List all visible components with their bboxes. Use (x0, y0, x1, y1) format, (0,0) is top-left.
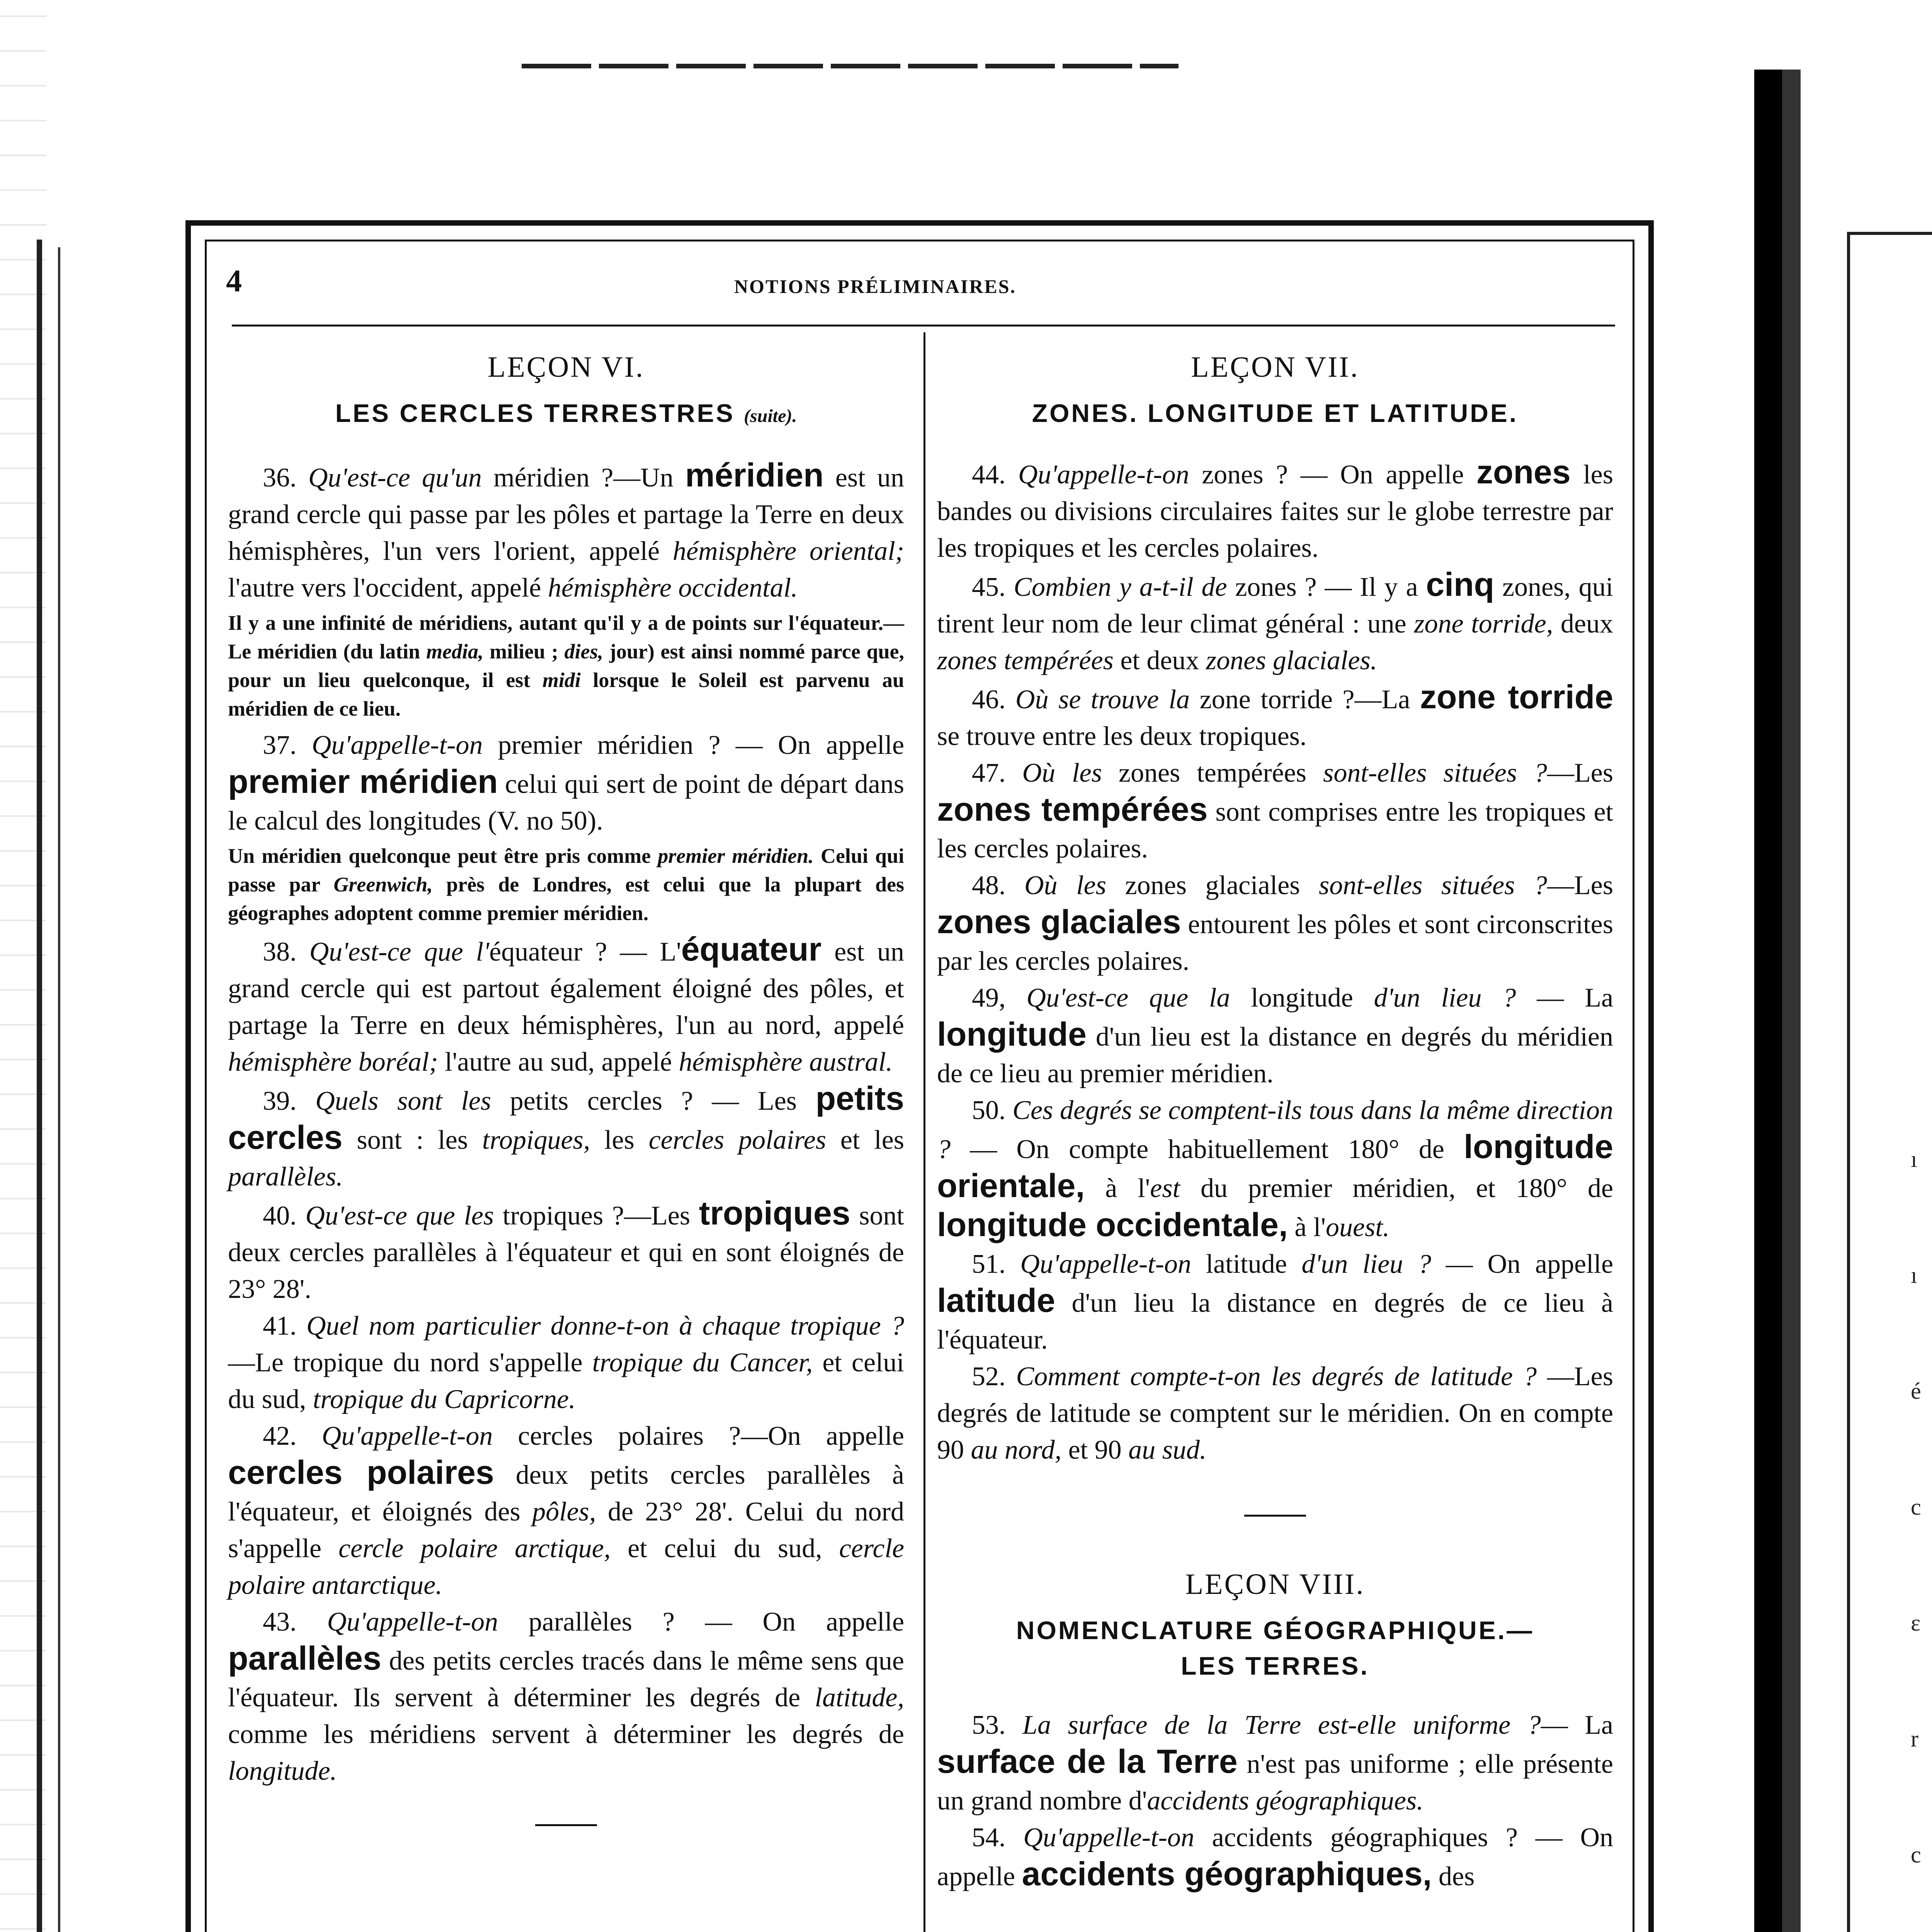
section-separator (535, 1824, 597, 1826)
scan-left-rule (37, 240, 42, 1932)
note-36: Il y a une infinité de méridiens, autant qu'il y a de points sur l'équateur.—Le méridien (du latin media, milieu ; dies, jour) est ainsi nommé parce que, pour un lieu quelconque, il est midi lorsque le Soleil est parvenu au méridien de ce lieu. (228, 611, 904, 720)
section-separator (1244, 1515, 1306, 1517)
question-40: 40. Qu'est-ce que les tropiques ?—Les tropiques sont deux cercles parallèles à l'équateur et qui en sont éloignés de 23° 28'. (228, 1195, 904, 1304)
scan-binding-shadow (1754, 70, 1801, 1932)
question-53: 53. La surface de la Terre est-elle uniforme ?— La surface de la Terre n'est pas uniforme ; elle présente un grand nombre d'accidents géographiques. (937, 1710, 1613, 1816)
lesson-title: LEÇON VI. (487, 351, 645, 383)
question-50: 50. Ces degrés se comptent-ils tous dans la même direction ? — On compte habituellement 180° de longitude orientale, à l'est du premier méridien, et 180° de longitude occidentale, à l'ouest. (937, 1095, 1614, 1243)
left-column (228, 346, 904, 1872)
question-47: 47. Où les zones tempérées sont-elles situées ?—Les zones tempérées sont comprises entre les tropiques et les cercles polaires. (937, 758, 1614, 864)
question-37: 37. Qu'appelle-t-on premier méridien ? — On appelle premier méridien celui qui sert de point de départ dans le calcul des longitudes (V. no 50). (228, 730, 905, 836)
header-rule (232, 325, 1615, 327)
question-36: 36. Qu'est-ce qu'un méridien ?—Un méridien est un grand cercle qui passe par les pôles et partage la Terre en deux hémisphères, l'un vers l'orient, appelé hémisphère oriental; l'autre vers l'occident, appelé hémisphère occidental. (228, 457, 904, 603)
lesson-subtitle: LES CERCLES TERRESTRES (suite). (335, 399, 797, 427)
question-45: 45. Combien y a-t-il de zones ? — Il y a cinq zones, qui tirent leur nom de leur climat général : une zone torride, deux zones tempérées et deux zones glaciales. (937, 566, 1614, 675)
lesson-title: LEÇON VII. (1191, 351, 1359, 383)
question-43: 43. Qu'appelle-t-on parallèles ? — On appelle parallèles des petits cercles tracés dans le même sens que l'équateur. Ils servent à déterminer les degrés de latitude, comme les méridiens servent à déterminer les degrés de longitude. (228, 1607, 905, 1786)
scan-top-rule (522, 64, 1179, 68)
scan-next-page-fragments: ı ı é c ɛ r c (1911, 1146, 1921, 1867)
question-52: 52. Comment compte-t-on les degrés de latitude ? —Les degrés de latitude se comptent sur le méridien. On en compte 90 au nord, et 90 au sud. (937, 1362, 1613, 1465)
lesson-title: LEÇON VIII. (1185, 1568, 1365, 1600)
question-49: 49, Qu'est-ce que la longitude d'un lieu ? — La longitude d'un lieu est la distance en degrés du méridien de ce lieu au premier méridien. (937, 983, 1614, 1088)
question-48: 48. Où les zones glaciales sont-elles situées ?—Les zones glaciales entourent les pôles et sont circonscrites par les cercles polaires. (937, 871, 1614, 976)
lesson-subtitle: ZONES. LONGITUDE ET LATITUDE. (1032, 399, 1519, 427)
running-head: NOTIONS PRÉLIMINAIRES. (734, 276, 1017, 297)
scan-left-rule (58, 247, 60, 1932)
question-46: 46. Où se trouve la zone torride ?—La zone torride se trouve entre les deux tropiques. (937, 679, 1614, 751)
question-38: 38. Qu'est-ce que l'équateur ? — L'équateur est un grand cercle qui est partout également éloigné des pôles, et partage la Terre en deux hémisphères, l'un au nord, appelé hémisphère boréal; l'autre au sud, appelé hémisphère austral. (228, 931, 905, 1077)
question-54: 54. Qu'appelle-t-on accidents géographiques ? — On appelle accidents géographiques, des (937, 1823, 1613, 1893)
column-divider (923, 332, 925, 1932)
page-number: 4 (226, 263, 242, 298)
right-column (937, 346, 1613, 1895)
question-41: 41. Quel nom particulier donne-t-on à chaque tropique ?—Le tropique du nord s'appelle tropique du Cancer, et celui du sud, tropique du Capricorne. (228, 1311, 905, 1414)
question-44: 44. Qu'appelle-t-on zones ? — On appelle zones les bandes ou divisions circulaires faites sur le globe terrestre par les tropiques et les cercles polaires. (937, 454, 1613, 563)
lesson-subtitle: NOMENCLATURE GÉOGRAPHIQUE.— LES TERRES. (1016, 1616, 1534, 1680)
question-51: 51. Qu'appelle-t-on latitude d'un lieu ? — On appelle latitude d'un lieu la distance en degrés de ce lieu à l'équateur. (937, 1249, 1614, 1355)
question-39: 39. Quels sont les petits cercles ? — Les petits cercles sont : les tropiques, les cercles polaires et les parallèles. (228, 1080, 905, 1192)
note-37: Un méridien quelconque peut être pris comme premier méridien. Celui qui passe par Greenwich, près de Londres, est celui que la plupart des géographes adoptent comme premier méridien. (228, 844, 905, 925)
question-42: 42. Qu'appelle-t-on cercles polaires ?—On appelle cercles polaires deux petits cercles parallèles à l'équateur, et éloignés des pôles, de 23° 28'. Celui du nord s'appelle cercle polaire arctique, et celui du sud, cercle polaire antarctique. (228, 1421, 905, 1600)
